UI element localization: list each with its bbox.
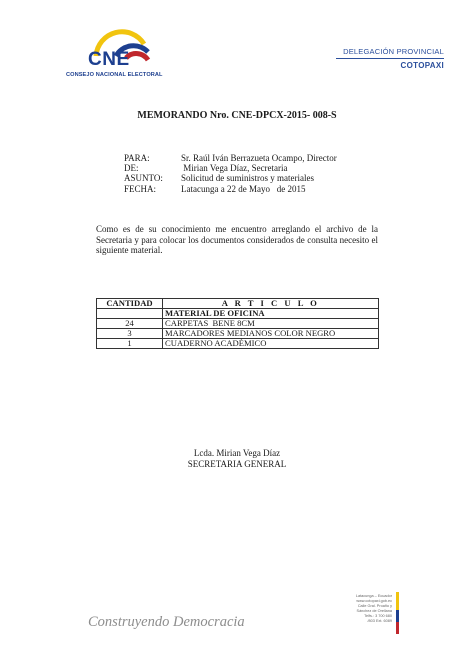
table-subheading: MATERIAL DE OFICINA bbox=[163, 309, 379, 319]
field-fecha bbox=[124, 184, 337, 194]
signature-name: Lcda. Mirian Vega Díaz bbox=[193, 448, 281, 458]
materials-table bbox=[96, 298, 379, 349]
address-line: /803 Ext. 6089 bbox=[367, 619, 392, 623]
row-article: MARCADORES MEDIANOS COLOR NEGRO bbox=[163, 329, 379, 339]
row-quantity: 3 bbox=[97, 329, 163, 339]
address-line: Calle Gral. Proaño y bbox=[357, 604, 392, 608]
address-line: Telfs.: 3 700 680 bbox=[364, 614, 392, 618]
address-line: Sánchez de Orellana bbox=[356, 609, 392, 613]
field-label: DE: bbox=[124, 163, 139, 174]
table-row bbox=[97, 319, 379, 329]
column-header-article: A R T I C U L O bbox=[163, 299, 379, 309]
province-label: COTOPAXI bbox=[400, 61, 444, 70]
table-subheading-row bbox=[97, 309, 379, 319]
field-label: PARA: bbox=[124, 153, 150, 163]
address-line: www.cotopaxi.gob.ec bbox=[356, 599, 392, 603]
row-article: CUADERNO ACADÉMICO bbox=[163, 339, 379, 349]
logo-subtitle: CONSEJO NACIONAL ELECTORAL bbox=[66, 72, 163, 78]
memo-header-fields bbox=[124, 153, 337, 194]
row-quantity: 1 bbox=[97, 339, 163, 349]
delegation-divider bbox=[336, 58, 444, 59]
row-quantity: 24 bbox=[97, 319, 163, 329]
table-row bbox=[97, 329, 379, 339]
field-label: FECHA: bbox=[124, 183, 157, 194]
signature-block bbox=[0, 448, 474, 470]
cne-logo-arcs-icon bbox=[66, 22, 196, 72]
footer-address bbox=[340, 594, 392, 624]
field-label: ASUNTO: bbox=[124, 173, 163, 184]
memo-title: MEMORANDO Nro. CNE-DPCX-2015- 008-S bbox=[137, 110, 337, 121]
signature-role: SECRETARIA GENERAL bbox=[187, 459, 287, 469]
row-article: CARPETAS BENE 8CM bbox=[163, 319, 379, 329]
field-value: Latacunga a 22 de Mayo de 2015 bbox=[181, 183, 306, 194]
delegation-block bbox=[336, 47, 444, 70]
memo-body: Como es de su conocimiento me encuentro arreglando el archivo de la Secretaria y para colocar los documentos considerados de consulta necesito el siguiente material. bbox=[96, 224, 378, 256]
field-asunto bbox=[124, 173, 337, 183]
table-header-row bbox=[97, 299, 379, 309]
field-value: Solicitud de suministros y materiales bbox=[181, 173, 314, 184]
cne-logo bbox=[66, 22, 196, 80]
field-value: Sr. Raúl Iván Berrazueta Ocampo, Director bbox=[181, 153, 337, 163]
flag-stripe-icon bbox=[394, 592, 401, 634]
column-header-quantity: CANTIDAD bbox=[97, 299, 163, 309]
logo-word: CNE bbox=[88, 49, 130, 70]
footer-motto: Construyendo Democracia bbox=[88, 614, 245, 630]
table-row bbox=[97, 339, 379, 349]
address-line: Latacunga – Ecuador bbox=[355, 594, 392, 598]
field-de bbox=[124, 163, 337, 173]
delegation-label: DELEGACIÓN PROVINCIAL bbox=[343, 47, 444, 56]
field-value: Mirian Vega Díaz, Secretaria bbox=[181, 163, 288, 174]
field-para bbox=[124, 153, 337, 163]
